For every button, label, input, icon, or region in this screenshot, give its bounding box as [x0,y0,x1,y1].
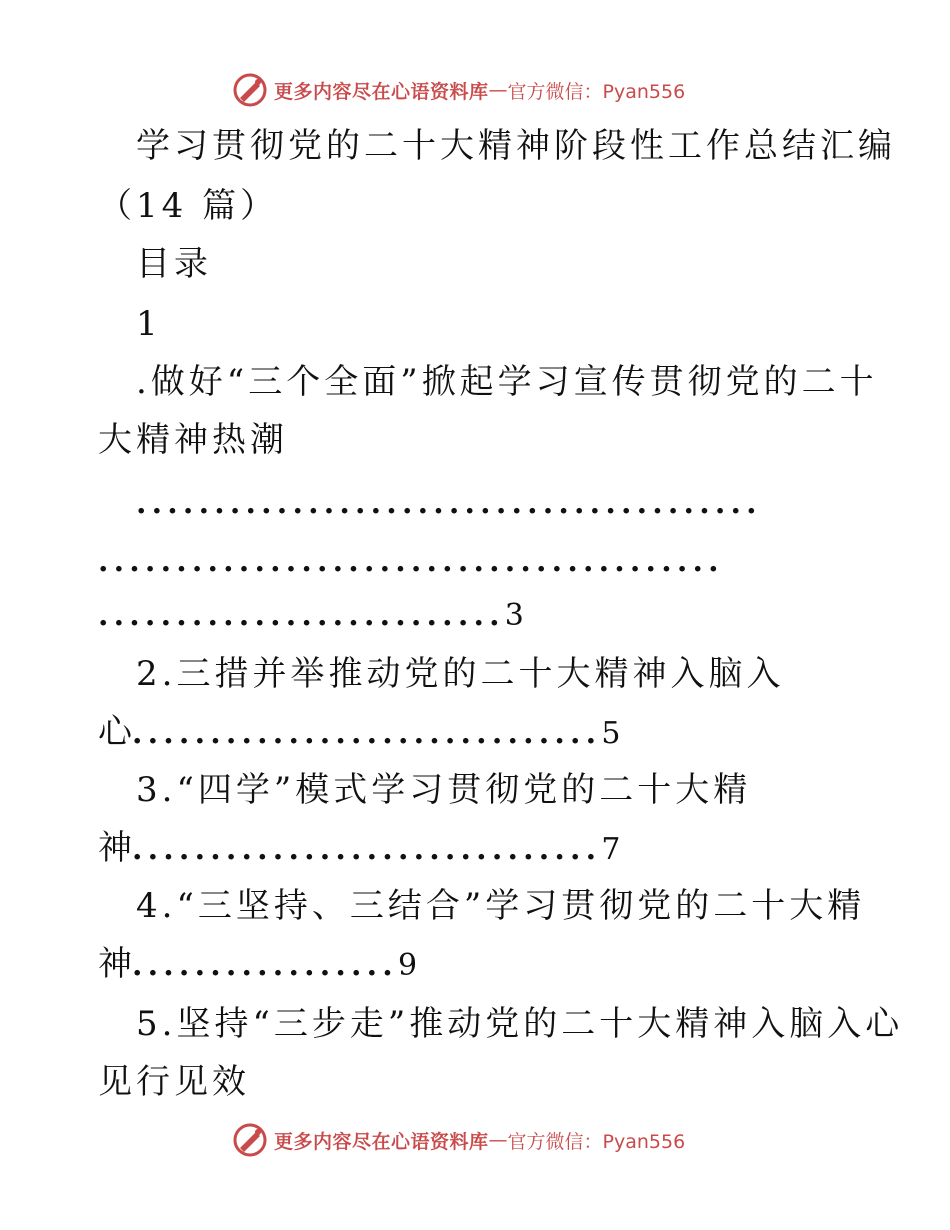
header-banner [232,70,685,110]
footer-banner [232,1120,685,1160]
toc-item-3-leader-dots: .............................. [132,832,602,867]
banner-separator: — [488,79,508,101]
banner-wechat: 官方微信：Pyan556 [507,1130,686,1153]
toc-item-1-leader-row [98,596,524,636]
toc-item-2-leader-dots: .............................. [132,716,602,751]
toc-item-1-number: 1 [136,304,162,344]
toc-item-1-title-line1[interactable]: .做好“三个全面”掀起学习宣传贯彻党的二十 [136,362,878,402]
toc-item-1-leader-dots-3: .......................... [98,598,505,633]
toc-item-2-page[interactable]: 5 [601,716,621,751]
toc-item-3-page[interactable]: 7 [601,832,621,867]
toc-item-4-line2-row [98,944,417,986]
toc-heading: 目录 [136,244,212,284]
toc-item-5-title-line2[interactable]: 见行见效 [98,1062,250,1102]
toc-item-3-title-line1[interactable]: 3.“四学”模式学习贯彻党的二十大精 [136,770,752,810]
toc-item-4-title-line2[interactable]: 神 [98,944,132,984]
pen-logo-icon [232,72,268,108]
pen-logo-icon [232,1122,268,1158]
toc-item-4-leader-dots: ................. [132,948,398,983]
toc-item-2-title-line2[interactable]: 心 [98,712,132,752]
banner-wechat: 官方微信：Pyan556 [507,80,686,103]
doc-title-line1: 学习贯彻党的二十大精神阶段性工作总结汇编 [136,126,896,166]
banner-separator: — [488,1129,508,1151]
toc-item-1-page[interactable]: 3 [504,598,524,633]
toc-item-3-title-line2[interactable]: 神 [98,828,132,868]
toc-item-1-leader-dots-2: ........................................ [98,544,724,579]
doc-title-line2: （14 篇） [98,186,279,226]
banner-text: 更多内容尽在心语资料库 [274,1130,489,1153]
toc-item-3-line2-row [98,828,620,870]
toc-item-4-title-line1[interactable]: 4.“三坚持、三结合”学习贯彻党的二十大精 [136,886,866,926]
toc-item-1-title-line2[interactable]: 大精神热潮 [98,420,288,460]
toc-item-4-page[interactable]: 9 [397,948,418,983]
toc-item-2-title-line1[interactable]: 2.三措并举推动党的二十大精神入脑入 [136,654,785,694]
toc-item-5-title-line1[interactable]: 5.坚持“三步走”推动党的二十大精神入脑入心 [136,1004,904,1044]
toc-item-1-leader-dots-1: ........................................ [136,486,762,521]
banner-text: 更多内容尽在心语资料库 [274,80,489,103]
toc-item-2-line2-row [98,712,620,754]
